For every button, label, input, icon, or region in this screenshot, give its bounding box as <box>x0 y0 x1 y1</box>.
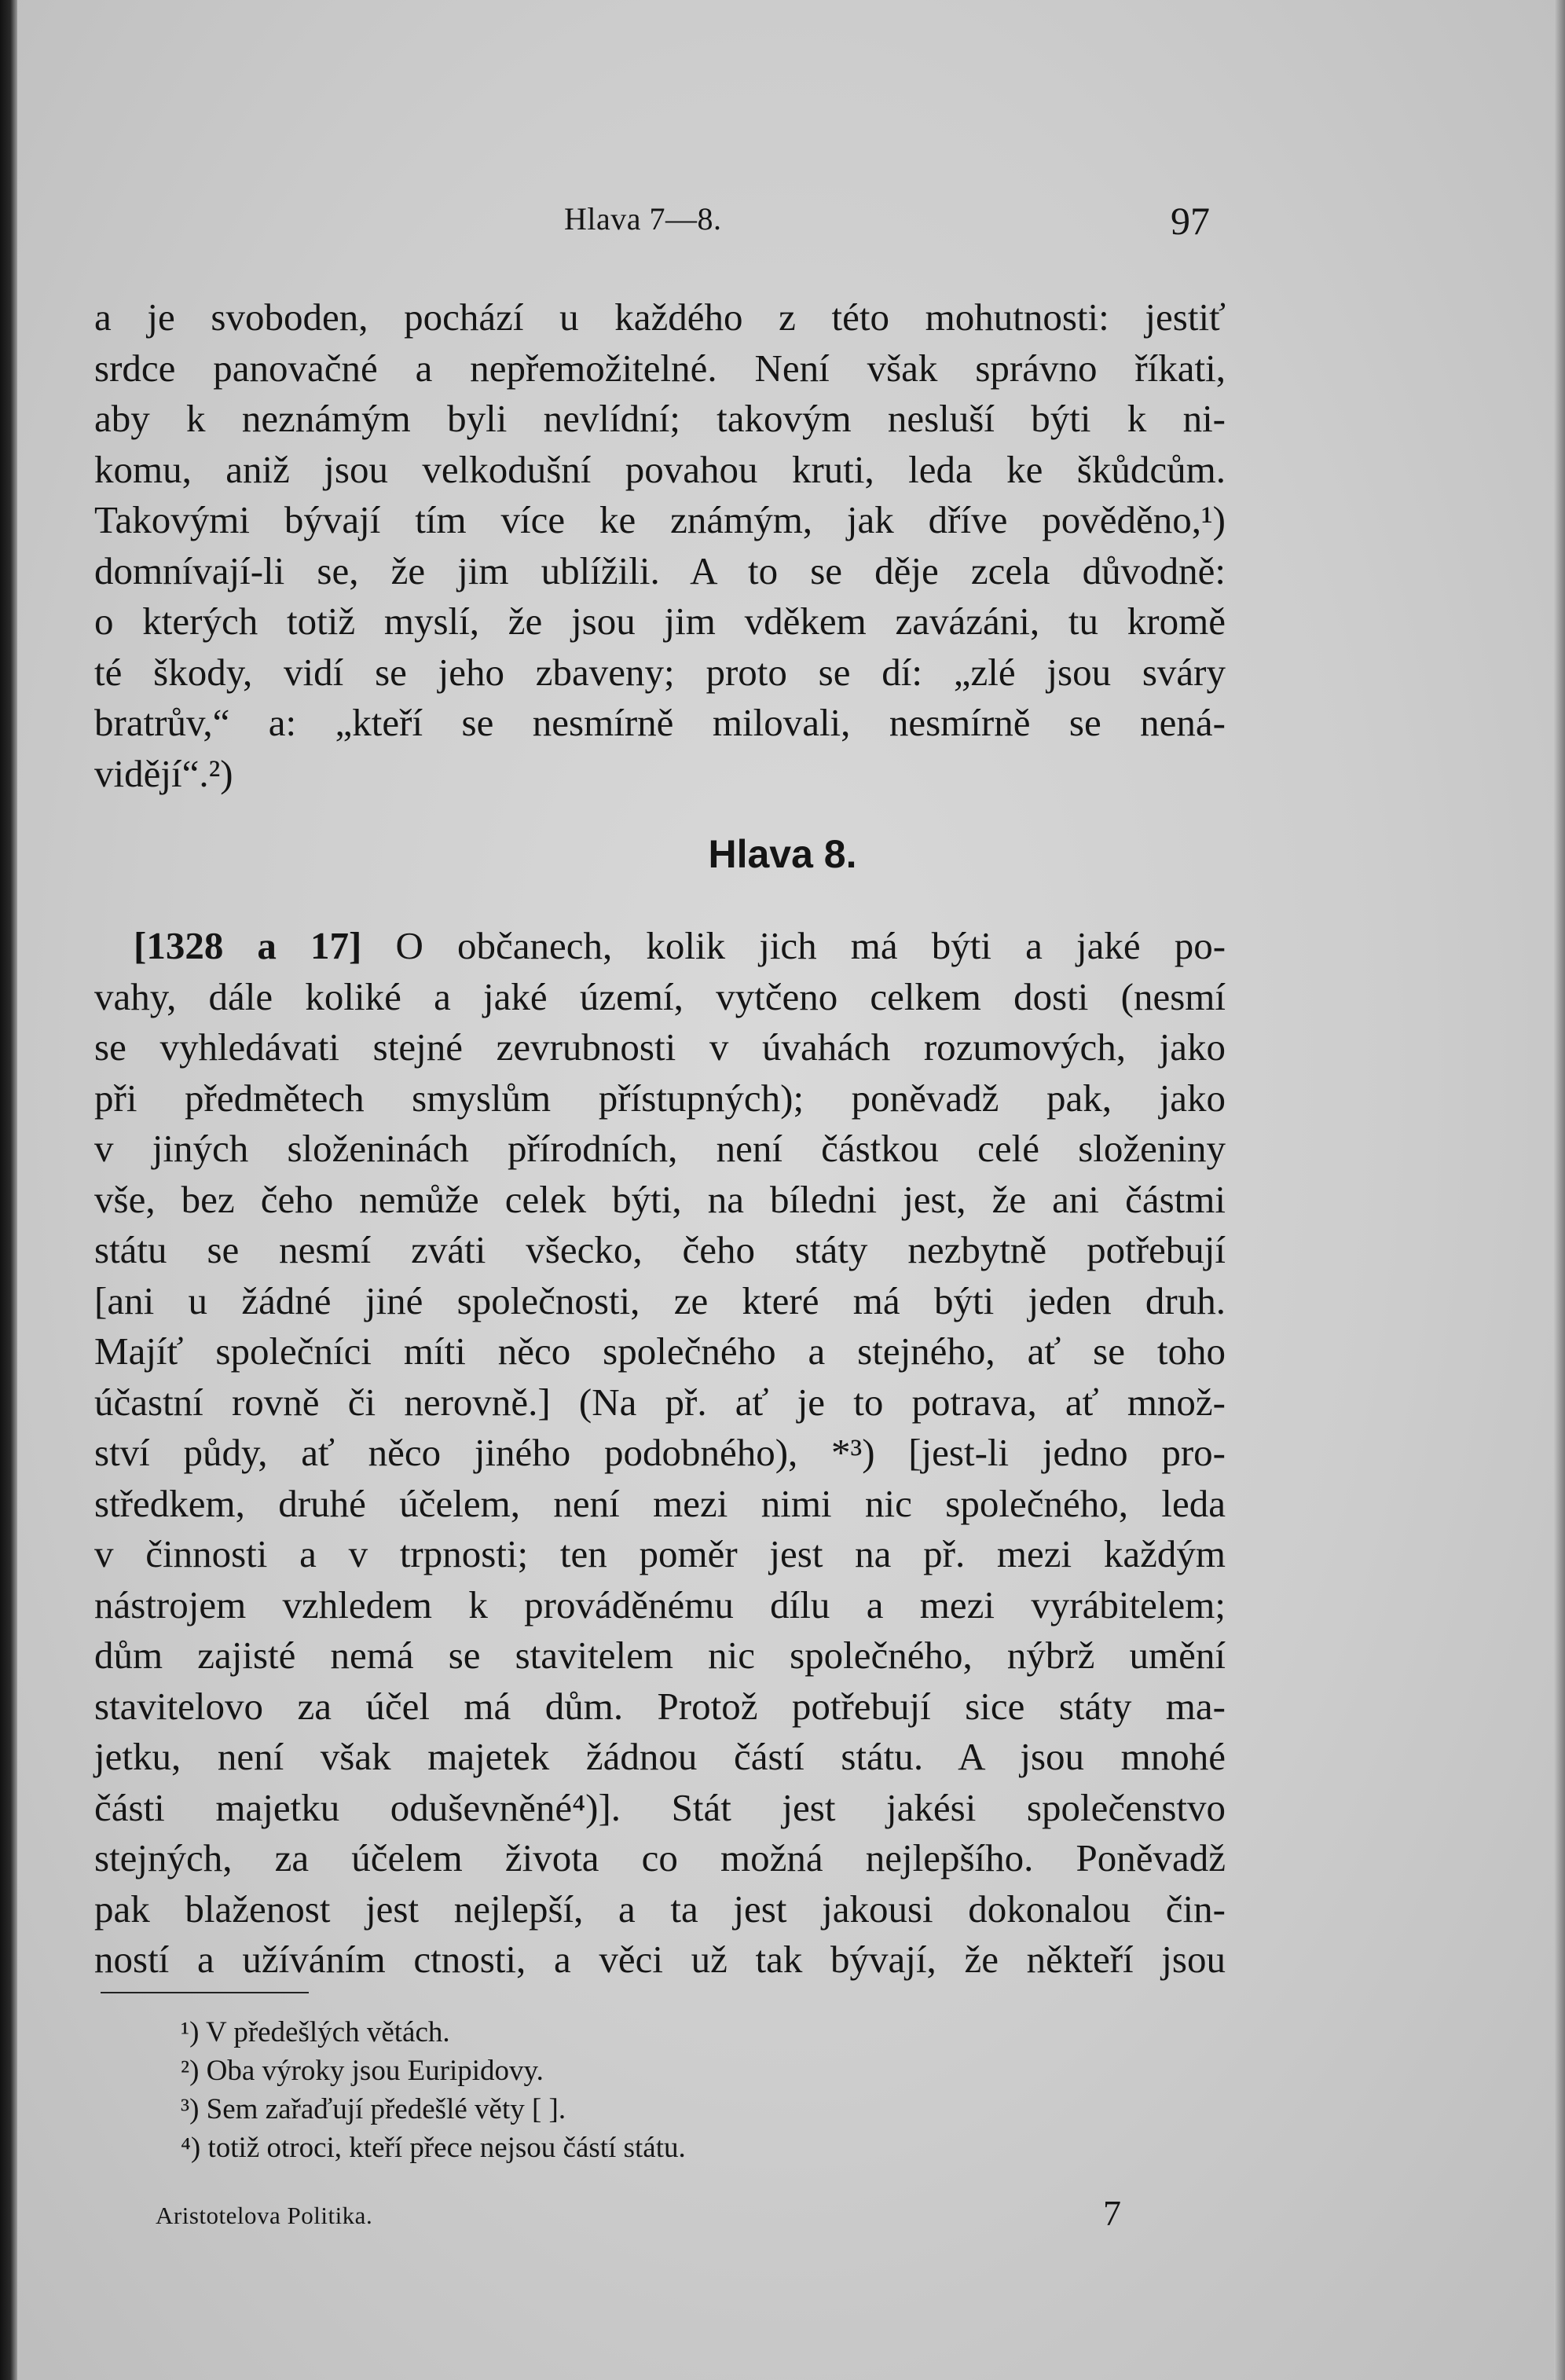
text-line: nástrojem vzhledem k prováděnému dílu a mezi vyrábitelem; <box>94 1582 1226 1626</box>
paragraph-1 <box>94 292 1226 799</box>
footnote-divider <box>101 1992 309 1993</box>
footnote-mark: ²) <box>181 2055 200 2087</box>
text-line: se vyhledávati stejné zevrubnosti v úvahách rozumových, jako <box>94 1025 1226 1069</box>
paragraph-2 <box>94 921 1226 1986</box>
footnote-text: totiž otroci, kteří přece nejsou částí státu. <box>207 2132 686 2164</box>
page-number: 97 <box>1171 199 1210 243</box>
chapter-heading: Hlava 8. <box>708 832 857 876</box>
text-line: ností a užíváním ctnosti, a věci už tak bývají, že někteří jsou <box>94 1938 1226 1981</box>
footnote-2 <box>181 2052 686 2090</box>
text-line: ství půdy, ať něco jiného podobného), *³) [jest-li jedno pro- <box>94 1431 1226 1474</box>
text-line: a je svoboden, pochází u každého z této mohutnosti: jestiť <box>94 295 1226 339</box>
footnote-4 <box>181 2129 686 2167</box>
section-reference: [1328 a 17] <box>134 924 362 967</box>
footnote-3 <box>181 2090 686 2129</box>
text-line: v činnosti a v trpnosti; ten poměr jest na př. mezi každým <box>94 1532 1226 1575</box>
text-line: státu se nesmí zváti všecko, čeho státy nezbytně potřebují <box>94 1228 1226 1271</box>
footnote-mark: ³) <box>181 2093 200 2125</box>
text-line-rest: O občanech, kolik jich má býti a jaké po- <box>395 924 1226 967</box>
text-line: stejných, za účelem života co možná nejlepšího. Poněvadž <box>94 1836 1226 1879</box>
footnotes <box>181 2013 686 2167</box>
text-line: při předmětech smyslům přístupných); poněvadž pak, jako <box>94 1076 1226 1120</box>
text-line: domnívají-li se, že jim ublížili. A to se děje zcela důvodně: <box>94 548 1226 592</box>
text-line: Takovými bývají tím více ke známým, jak dříve pověděno,¹) <box>94 498 1226 541</box>
text-line: jetku, není však majetek žádnou částí státu. A jsou mnohé <box>94 1735 1226 1778</box>
text-line: aby k neznámým byli nevlídní; takovým nesluší býti k ni- <box>94 397 1226 440</box>
text-line: Majíť společníci míti něco společného a stejného, ať se toho <box>94 1329 1226 1373</box>
text-line-first <box>94 921 1226 972</box>
page-edge-shadow <box>1554 0 1565 2380</box>
printer-signature: Aristotelova Politika. <box>156 2202 373 2229</box>
text-line: [ani u žádné jiné společnosti, ze které má býti jeden druh. <box>94 1278 1226 1322</box>
text-line: části majetku oduševněné⁴)]. Stát jest jakési společenstvo <box>94 1785 1226 1829</box>
sheet-number: 7 <box>1103 2193 1121 2233</box>
text-line: bratrův,“ a: „kteří se nesmírně milovali, nesmírně se nená- <box>94 701 1226 744</box>
text-line: středkem, druhé účelem, není mezi nimi nic společného, leda <box>94 1481 1226 1525</box>
text-line: té škody, vidí se jeho zbaveny; proto se dí: „zlé jsou sváry <box>94 650 1226 694</box>
footnote-text: Oba výroky jsou Euripidovy. <box>206 2055 544 2087</box>
text-line: v jiných složeninách přírodních, není částkou celé složeniny <box>94 1127 1226 1170</box>
text-line: komu, aniž jsou velkodušní povahou kruti, leda ke škůdcům. <box>94 447 1226 491</box>
footnote-text: Sem zařaďují předešlé věty [ ]. <box>206 2093 566 2125</box>
footnote-text: V předešlých větách. <box>206 2016 450 2048</box>
text-line: vidějí“.²) <box>94 751 233 795</box>
text-line: stavitelovo za účel má dům. Protož potřebují sice státy ma- <box>94 1684 1226 1728</box>
text-line: účastní rovně či nerovně.] (Na př. ať je to potrava, ať množ- <box>94 1380 1226 1424</box>
text-line: o kterých totiž myslí, že jsou jim vděkem zavázáni, tu kromě <box>94 600 1226 643</box>
book-spine-shadow <box>0 0 17 2380</box>
text-line: dům zajisté nemá se stavitelem nic společného, nýbrž umění <box>94 1634 1226 1677</box>
running-head: Hlava 7—8. <box>564 201 722 237</box>
text-line: vše, bez čeho nemůže celek býti, na bíledni jest, že ani částmi <box>94 1177 1226 1221</box>
text-line: vahy, dále koliké a jaké území, vytčeno celkem dosti (nesmí <box>94 974 1226 1018</box>
text-line: pak blaženost jest nejlepší, a ta jest jakousi dokonalou čin- <box>94 1887 1226 1931</box>
footnote-1 <box>181 2013 686 2052</box>
footnote-mark: ¹) <box>181 2016 200 2048</box>
text-line: srdce panovačné a nepřemožitelné. Není však správno říkati, <box>94 346 1226 390</box>
footnote-mark: ⁴) <box>181 2132 201 2164</box>
